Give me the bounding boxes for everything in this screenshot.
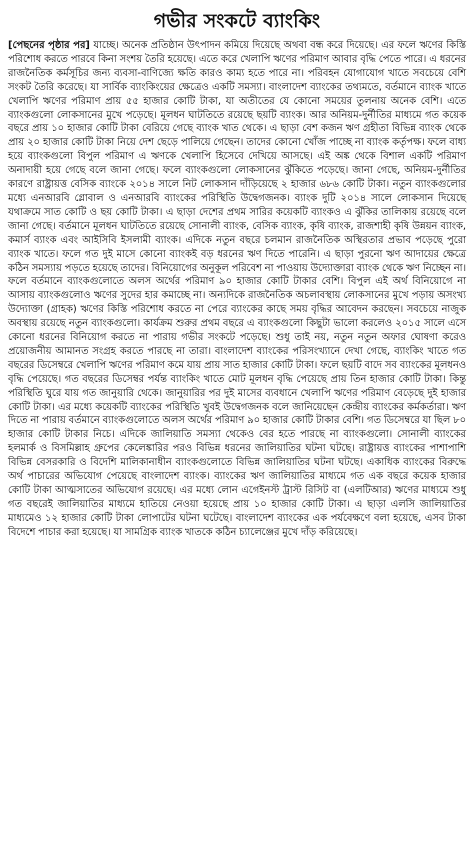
continued-label: [পেছনের পৃষ্ঠার পর] [8,40,90,51]
article-body [8,39,466,540]
article-headline: গভীর সংকটে ব্যাংকিং [153,10,321,32]
article-body-text: যাচ্ছে। অনেক প্রতিষ্ঠান উৎপাদন কমিয়ে দিয়েছে অথবা বন্ধ করে দিয়েছে। এর ফলে ঋণের কিস্তি পরিশোধ করতে পারবে কিনা সংশয় তৈরি হয়েছে। এতে করে খেলাপি ঋণের পরিমাণ আবার বৃদ্ধি পেতে পারে। এ ধরনের রাজনৈতিক কর্মসূচির জন্য ব্যবসা-বাণিজ্যে ক্ষতি কারও কাম্য হতে পারে না। পরিবহন যোগাযোগ খাতে সবচেয়ে বেশি সংকট তৈরি করেছে। যা সার্বিক ব্যাংকিংয়ের ক্ষেত্রেও একটি সমস্যা। বাংলাদেশ ব্যাংকের তথ্যমতে, বর্তমানে ব্যাংক খাতে খেলাপি ঋণের পরিমাণ প্রায় ৫৫ হাজার কোটি টাকা, যা অতীতের যে কোনো সময়ের তুলনায় অনেক বেশি। এতে ব্যাংকগুলো লোকসানের মুখে পড়েছে। মূলধন ঘাটতিতে রয়েছে ছয়টি ব্যাংক। আর অনিয়ম-দুর্নীতির মাধ্যমে গত কয়েক বছরে প্রায় ১০ হাজার কোটি টাকা বেরিয়ে গেছে ব্যাংক খাত থেকে। এ ছাড়া বেশ কজন ঋণ গ্রহীতা বিভিন্ন ব্যাংক থেকে প্রায় ২০ হাজার কোটি টাকা নিয়ে দেশ ছেড়ে পালিয়ে গেছেন। তাদের কোনো খোঁজ পাচ্ছে না ব্যাংক কর্তৃপক্ষ। ফলে বাধ্য হয়ে ব্যাংকগুলো বিপুল পরিমাণ এ ঋণকে খেলাপি হিসেবে দেখিয়ে আসছে। এই অঙ্ক থেকে বিশাল একটি পরিমাণ অনাদায়ী হয়ে গেছে বলে জানা গেছে। ফলে ব্যাংকগুলো লোকসানের ঝুঁকিতে পড়েছে। জানা গেছে, অনিয়ম-দুর্নীতির কারণে রাষ্ট্রায়ত্ত বেসিক ব্যাংকে ২০১৪ সালে নিট লোকসান দাঁড়িয়েছে ২ হাজার ৬৮৬ কোটি টাকা। নতুন ব্যাংকগুলোর মধ্যে এনআরবি গ্লোবাল ও এনআরবি ব্যাংকের পরিস্থিতি উদ্বেগজনক। ব্যাংক দুটি ২০১৪ সালে লোকসান দিয়েছে যথাক্রমে সাত কোটি ও ছয় কোটি টাকা। এ ছাড়া দেশের প্রথম সারির কয়েকটি ব্যাংকও এ ঝুঁকির তালিকায় রয়েছে বলে জানা গেছে। বর্তমানে মূলধন ঘাটতিতে রয়েছে সোনালী ব্যাংক, বেসিক ব্যাংক, কৃষি ব্যাংক, রাজশাহী কৃষি উন্নয়ন ব্যাংক, কমার্স ব্যাংক এবং আইসিবি ইসলামী ব্যাংক। এদিকে নতুন বছরে চলমান রাজনৈতিক অস্থিরতার প্রভাব পড়েছে পুরো ব্যাংক খাতে। ফলে গত দুই মাসে কোনো ব্যাংকই বড় ধরনের ঋণ দিতে পারেনি। এ ছাড়া পুরনো ঋণ আদায়ের ক্ষেত্রে কঠিন সমস্যায় পড়তে হয়েছে তাদের। বিনিয়োগের অনুকূল পরিবেশ না পাওয়ায় উদ্যোক্তারা ব্যাংক থেকে ঋণ নিচ্ছেন না। ফলে বর্তমানে ব্যাংকগুলোতে অলস অর্থের পরিমাণ ৯০ হাজার কোটি টাকার বেশি। বিপুল এই অর্থ বিনিয়োগে না আসায় ব্যাংকগুলোও ঋণের সুদের হার কমাচ্ছে না। অন্যদিকে রাজনৈতিক অচলাবস্থায় লোকসানের মুখে পড়ায় অসংখ্য উদ্যোক্তা (গ্রাহক) ঋণের কিস্তি পরিশোধ করতে না পেরে ব্যাংকের কাছে সময় বৃদ্ধির আবেদন করছেন। সবচেয়ে নাজুক অবস্থায় রয়েছে নতুন ব্যাংকগুলো। কার্যক্রম শুরুর প্রথম বছরে এ ব্যাংকগুলো কিছুটা ভালো করলেও ২০১৫ সালে এসে কোনো ধরনের বিনিয়োগ করতে না পারায় গভীর সংকটে পড়েছে। শুধু তাই নয়, নতুন নতুন অফার ঘোষণা করেও প্রয়োজনীয় আমানত সংগ্রহ করতে পারছে না তারা। বাংলাদেশ ব্যাংকের পরিসংখ্যানে দেখা গেছে, ব্যাংকিং খাতে গত বছরের ডিসেম্বরে খেলাপি ঋণের পরিমাণ কমে যায় প্রায় সাত হাজার কোটি টাকা। ফলে ছয়টি বাদে সব ব্যাংকের মূলধনও বৃদ্ধি পেয়েছে। গত বছরের ডিসেম্বর পর্যন্ত ব্যাংকিং খাতে মোট মূলধন বৃদ্ধি পেয়েছে প্রায় তিন হাজার কোটি টাকা। কিন্তু পরিস্থিতি ঘুরে যায় গত জানুয়ারি থেকে। জানুয়ারির পর দুই মাসের ব্যবধানে খেলাপি ঋণের পরিমাণ বেড়েছে দুই হাজার কোটি টাকা। এর মধ্যে কয়েকটি ব্যাংকের পরিস্থিতি খুবই উদ্বেগজনক বলে জানিয়েছেন কেন্দ্রীয় ব্যাংকের কর্মকর্তারা। ঋণ দিতে না পারায় বর্তমানে ব্যাংকগুলোতে অলস অর্থের পরিমাণ ৯০ হাজার কোটি টাকার বেশি। গত ডিসেম্বরে যা ছিল ৮০ হাজার কোটি টাকার নিচে। এদিকে জালিয়াতি সমস্যা থেকেও বের হতে পারছে না ব্যাংকগুলো। সোনালী ব্যাংকের হলমার্ক ও বিসমিল্লাহ গ্রুপের কেলেঙ্কারির পরও বিভিন্ন ধরনের জালিয়াতির ঘটনা ঘটছে। রাষ্ট্রায়ত্ত ব্যাংকের পাশাপাশি বিভিন্ন বেসরকারি ও বিদেশি মালিকানাধীন ব্যাংকগুলোতে বিভিন্ন জালিয়াতির ঘটনা ঘটছে। একাধিক ব্যাংকের বিরুদ্ধে অর্থ পাচারের অভিযোগ পেয়েছে বাংলাদেশ ব্যাংক। ব্যাংকের ঋণ জালিয়াতির মাধ্যমে গত এক বছরে কয়েক হাজার কোটি টাকা আত্মসাতের অভিযোগ রয়েছে। এর মধ্যে লোন এগেইনস্ট ট্রাস্ট রিসিট বা (এলটিআর) ঋণের মাধ্যমে শুধু গত বছরেই জালিয়াতির মাধ্যমে হাতিয়ে নেওয়া হয়েছে প্রায় ১০ হাজার কোটি টাকা। এ ছাড়া এলসি জালিয়াতির মাধ্যমেও ১২ হাজার কোটি টাকা লোপাটের ঘটনা ঘটেছে। বাংলাদেশ ব্যাংকের এক পর্যবেক্ষণে বলা হয়েছে, এসব টাকা বিদেশে পাচার করা হয়েছে। যা সামগ্রিক ব্যাংক খাতকে কঠিন চ্যালেঞ্জের মুখে দাঁড় করিয়েছে। [8,40,466,538]
